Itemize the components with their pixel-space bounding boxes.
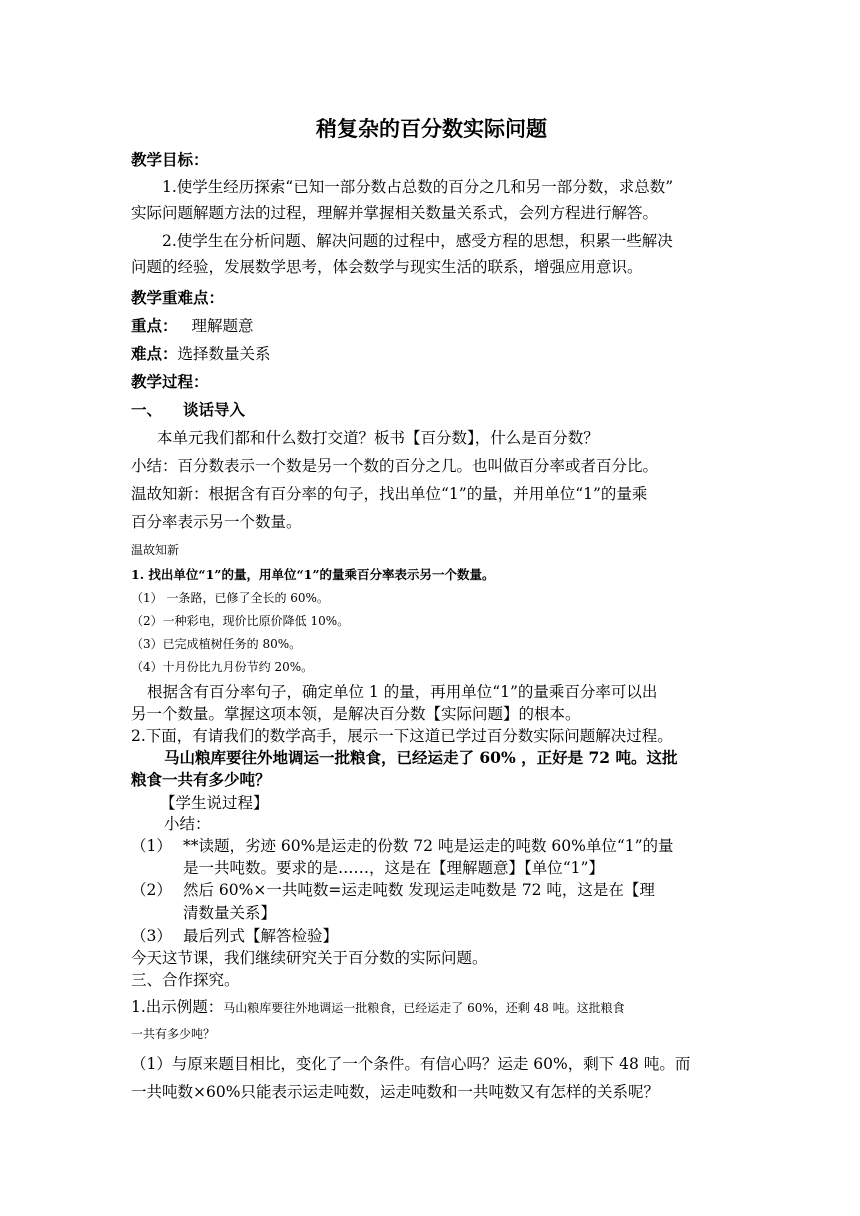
- next-text: 2.下面，有请我们的数学高手，展示一下这道已学过百分数实际问题解决过程。: [131, 727, 673, 745]
- section-1-title: 谈话导入: [183, 400, 246, 419]
- step-2-line-2: 清数量关系】: [183, 904, 277, 922]
- goal-1-line-1: 1.使学生经历探索“已知一部分数占总数的百分之几和另一部分数，求总数”: [162, 178, 674, 196]
- question-1-line-2: 一共吨数×60%只能表示运走吨数，运走吨数和一共吨数又有怎样的关系呢？: [131, 1083, 659, 1101]
- exercise-1: 1. 找出单位“1”的量，用单位“1”的量乘百分率表示另一个数量。: [131, 567, 495, 582]
- step-2-line-1: 然后 60%×一共吨数=运走吨数 发现运走吨数是 72 吨，这是在【理: [183, 881, 655, 899]
- summary-text: 小结：百分数表示一个数是另一个数的百分之几。也叫做百分率或者百分比。: [131, 457, 659, 475]
- section-3-title: 三、合作探究。: [131, 971, 240, 989]
- key-point: [131, 317, 254, 336]
- student-process: 【学生说过程】: [160, 794, 269, 812]
- difficult-point-label: 难点：: [131, 344, 178, 363]
- intro-text: 本单元我们都和什么数打交道？板书【百分数】，什么是百分数？: [157, 429, 599, 447]
- difficult-point: [131, 345, 271, 364]
- exercise-item: （2）一种彩电，现价比原价降低 10%。: [131, 614, 350, 628]
- example-text: 马山粮库要往外地调运一批粮食，已经运走了 60%，还剩 48 吨。这批粮食: [223, 1001, 625, 1015]
- step-1-line-1: **读题，劣迹 60%是运走的份数 72 吨是运走的吨数 60%单位“1”的量: [183, 837, 674, 855]
- key-point-label: 重点：: [131, 316, 178, 335]
- exercise-item: （1） 一条路，已修了全长的 60%。: [131, 591, 329, 605]
- goal-2-line-2: 问题的经验，发展数学思考，体会数学与现实生活的联系，增强应用意识。: [131, 258, 643, 276]
- keypoints-heading: 教学重难点：: [131, 288, 225, 307]
- today-text: 今天这节课，我们继续研究关于百分数的实际问题。: [131, 949, 488, 967]
- difficult-point-text: 选择数量关系: [177, 345, 271, 363]
- step-1-number: （1）: [131, 837, 172, 855]
- example-label: 1.出示例题：: [131, 998, 224, 1016]
- step-1-line-2: 是一共吨数。要求的是……，这是在【理解题意】【单位“1”】: [183, 859, 604, 877]
- review-small-heading: 温故知新: [131, 543, 180, 557]
- goals-heading: 教学目标：: [131, 150, 209, 169]
- step-2-number: （2）: [131, 881, 172, 899]
- example-line-2: 一共有多少吨？: [131, 1027, 216, 1041]
- goal-2-line-1: 2.使学生在分析问题、解决问题的过程中，感受方程的思想，积累一些解决: [162, 232, 673, 250]
- example-line-1: [131, 997, 625, 1017]
- review-line-1: 温故知新：根据含有百分率的句子，找出单位“1”的量，并用单位“1”的量乘: [131, 485, 648, 503]
- step-3-number: （3）: [131, 927, 172, 945]
- exercise-item: （4）十月份比九月份节约 20%。: [131, 660, 314, 674]
- section-1-number: 一、: [131, 400, 163, 419]
- process-heading: 教学过程：: [131, 372, 209, 391]
- page-title: 稍复杂的百分数实际问题: [316, 116, 547, 141]
- basis-line-2: 另一个数量。掌握这项本领，是解决百分数【实际问题】的根本。: [131, 705, 581, 723]
- goal-1-line-2: 实际问题解题方法的过程，理解并掌握相关数量关系式，会列方程进行解答。: [131, 204, 659, 222]
- small-summary-label: 小结：: [164, 815, 211, 833]
- step-3-line-1: 最后列式【解答检验】: [183, 927, 339, 945]
- key-point-text: 理解题意: [191, 317, 254, 335]
- basis-line-1: 根据含有百分率句子，确定单位 1 的量，再用单位“1”的量乘百分率可以出: [147, 683, 658, 701]
- problem-line-2: 粮食一共有多少吨？: [131, 770, 271, 789]
- review-line-2: 百分率表示另一个数量。: [131, 513, 302, 531]
- question-1-line-1: （1）与原来题目相比，变化了一个条件。有信心吗？运走 60%，剩下 48 吨。而: [131, 1055, 691, 1073]
- exercise-item: （3）已完成植树任务的 80%。: [131, 637, 302, 651]
- problem-line-1: 马山粮库要往外地调运一批粮食，已经运走了 60% ，正好是 72 吨。这批: [164, 748, 678, 767]
